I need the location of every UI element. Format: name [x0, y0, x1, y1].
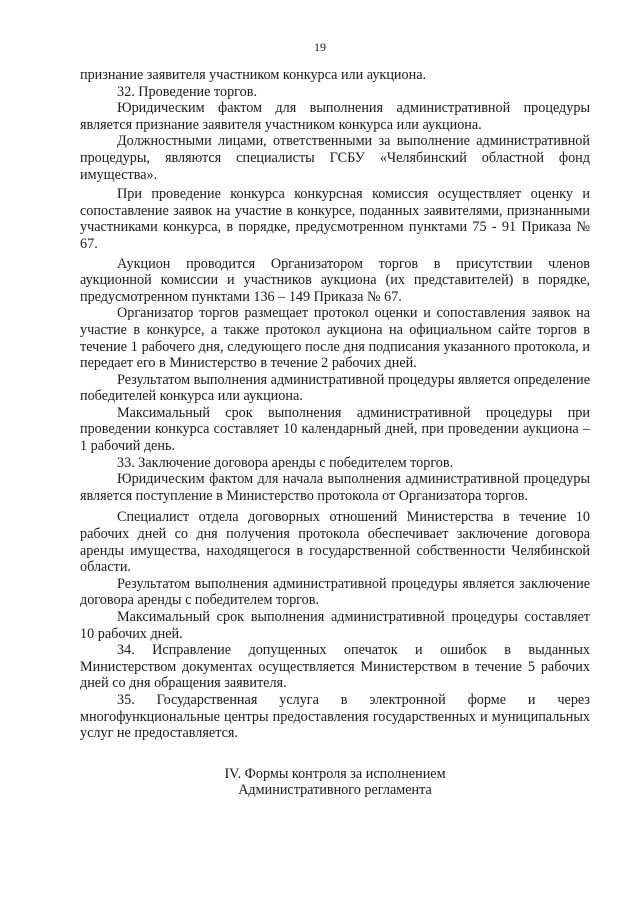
paragraph-11: Юридическим фактом для начала выполнения административной процедуры является поступление в Министерство протокола от Организатора торгов. — [80, 471, 590, 504]
paragraph-9: Максимальный срок выполнения административной процедуры при проведении конкурса составляет 10 календарный дней, при проведении аукциона – 1 рабочий день. — [80, 404, 590, 455]
paragraph-15: 34. Исправление допущенных опечаток и ошибок в выданных Министерством документах осуществляется Министерством в течение 5 рабочих дней со дня обращения заявителя. — [80, 642, 590, 692]
paragraph-1: признание заявителя участником конкурса или аукциона. — [80, 67, 427, 83]
document-body — [80, 67, 590, 799]
section-heading-line-2: Административного регламента — [238, 782, 432, 799]
paragraph-14: Максимальный срок выполнения административной процедуры составляет 10 рабочих дней. — [80, 609, 590, 642]
paragraph-6: Аукцион проводится Организатором торгов в присутствии членов аукционной комиссии и участников аукциона (их представителей) в порядке, предусмотренном пунктами 136 – 149 Приказа № 67. — [80, 255, 590, 305]
paragraph-16: 35. Государственная услуга в электронной форме и через многофункциональные центры предоставления государственных и муниципальных услуг не предоставляется. — [80, 691, 590, 742]
paragraph-10: 33. Заключение договора аренды с победителем торгов. — [117, 454, 454, 471]
section-heading-line-1: IV. Формы контроля за исполнением — [224, 765, 446, 782]
page-number: 19 — [314, 40, 326, 54]
paragraph-13: Результатом выполнения административной процедуры является заключение договора аренды с победителем торгов. — [80, 575, 590, 609]
paragraph-12: Специалист отдела договорных отношений Министерства в течение 10 рабочих дней со дня получения протокола обеспечивает заключение договора аренды имущества, находящегося в государственной собственности Челябинской области. — [80, 509, 590, 576]
paragraph-7: Организатор торгов размещает протокол оценки и сопоставления заявок на участие в конкурсе, а также протокол аукциона на официальном сайте торгов в течение 1 рабочего дня, следующего после дня подписания указанного протокола, и передает его в Министерство в течение 2 рабочих дней. — [80, 305, 590, 372]
paragraph-2: 32. Проведение торгов. — [117, 83, 257, 100]
paragraph-8: Результатом выполнения административной процедуры является определение победителей конкурса или аукциона. — [80, 371, 590, 405]
paragraph-4: Должностными лицами, ответственными за выполнение административной процедуры, являются специалисты ГСБУ «Челябинский областной фонд имущества». — [80, 133, 590, 183]
section-heading — [80, 766, 590, 799]
paragraph-5: При проведение конкурса конкурсная комиссия осуществляет оценку и сопоставление заявок на участие в конкурсе, поданных заявителями, признанными участниками конкурса, в порядке, предусмотренном пунктами 75 - 91 Приказа № 67. — [80, 186, 590, 252]
paragraph-3: Юридическим фактом для выполнения административной процедуры является признание заявителя участником конкурса или аукциона. — [80, 100, 590, 133]
